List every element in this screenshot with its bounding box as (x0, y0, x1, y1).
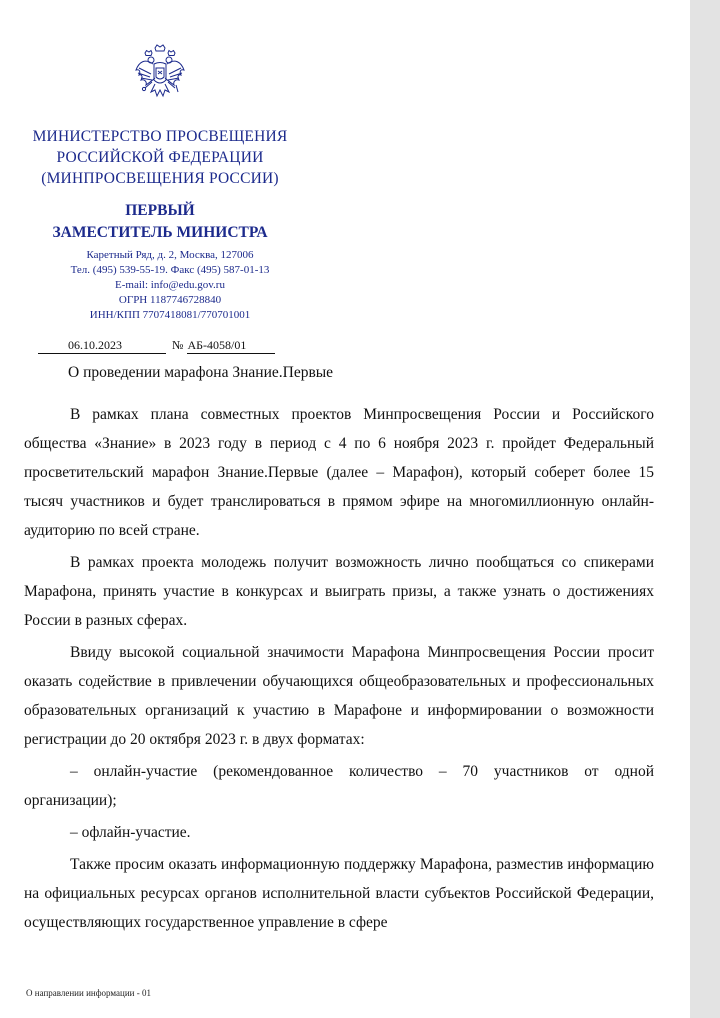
paragraph-3: Ввиду высокой социальной значимости Марафона Минпросвещения России просит оказать содействие в привлечении обучающихся общеобразовательных и профессиональных образовательных организаций к участию в Марафоне и информировании о возможности регистрации до 20 октября 2023 г. в двух форматах: (24, 644, 654, 748)
ogrn-line: ОГРН 1187746728840 (118, 294, 222, 306)
paragraph-1: В рамках плана совместных проектов Минпросвещения России и Российского общества «Знание» в 2023 году в период с 4 по 6 ноября 2023 г. пройдет Федеральный просветительский марафон Знание.Первые (далее – Марафон), который соберет более 15 тысяч участников и будет транслироваться в прямом эфире на многомиллионную онлайн-аудиторию по всей стране. (24, 406, 654, 539)
registration-number-label: № (172, 338, 184, 352)
ministry-name (10, 126, 310, 189)
list-item-offline: – офлайн-участие. (70, 824, 191, 841)
registration-number: АБ-4058/01 (187, 338, 275, 354)
signatory-position (10, 200, 310, 244)
letter-subject: О проведении марафона Знание.Первые (68, 364, 334, 381)
ministry-name-line-1: МИНИСТЕРСТВО ПРОСВЕЩЕНИЯ (32, 128, 288, 145)
registration-date: 06.10.2023 (38, 338, 166, 354)
address-line: Каретный Ряд, д. 2, Москва, 127006 (86, 249, 254, 261)
coat-of-arms-icon (133, 44, 187, 110)
email-line: E-mail: info@edu.gov.ru (115, 279, 225, 291)
letter-body (24, 400, 654, 940)
position-line-2: ЗАМЕСТИТЕЛЬ МИНИСТРА (52, 224, 268, 241)
list-item-online: – онлайн-участие (рекомендованное количество – 70 участников от одной организации); (24, 763, 654, 809)
position-line-1: ПЕРВЫЙ (125, 202, 195, 219)
contact-block (10, 248, 330, 323)
registration-line (38, 338, 275, 354)
inn-kpp-line: ИНН/КПП 7707418081/770701001 (89, 309, 251, 321)
ministry-name-line-2: РОССИЙСКОЙ ФЕДЕРАЦИИ (56, 149, 264, 166)
paragraph-2: В рамках проекта молодежь получит возможность лично пообщаться со спикерами Марафона, принять участие в конкурсах и выиграть призы, а также узнать о достижениях России в разных сферах. (24, 554, 654, 629)
phone-fax-line: Тел. (495) 539-55-19. Факс (495) 587-01-13 (70, 264, 270, 276)
paragraph-4: Также просим оказать информационную поддержку Марафона, разместив информацию на официальных ресурсах органов исполнительной власти субъектов Российской Федерации, осуществляющих государственное управление в сфере (24, 856, 654, 931)
page-footer: О направлении информации - 01 (26, 988, 151, 998)
ministry-name-short: (МИНПРОСВЕЩЕНИЯ РОССИИ) (41, 170, 279, 187)
viewer-margin (690, 0, 720, 1018)
